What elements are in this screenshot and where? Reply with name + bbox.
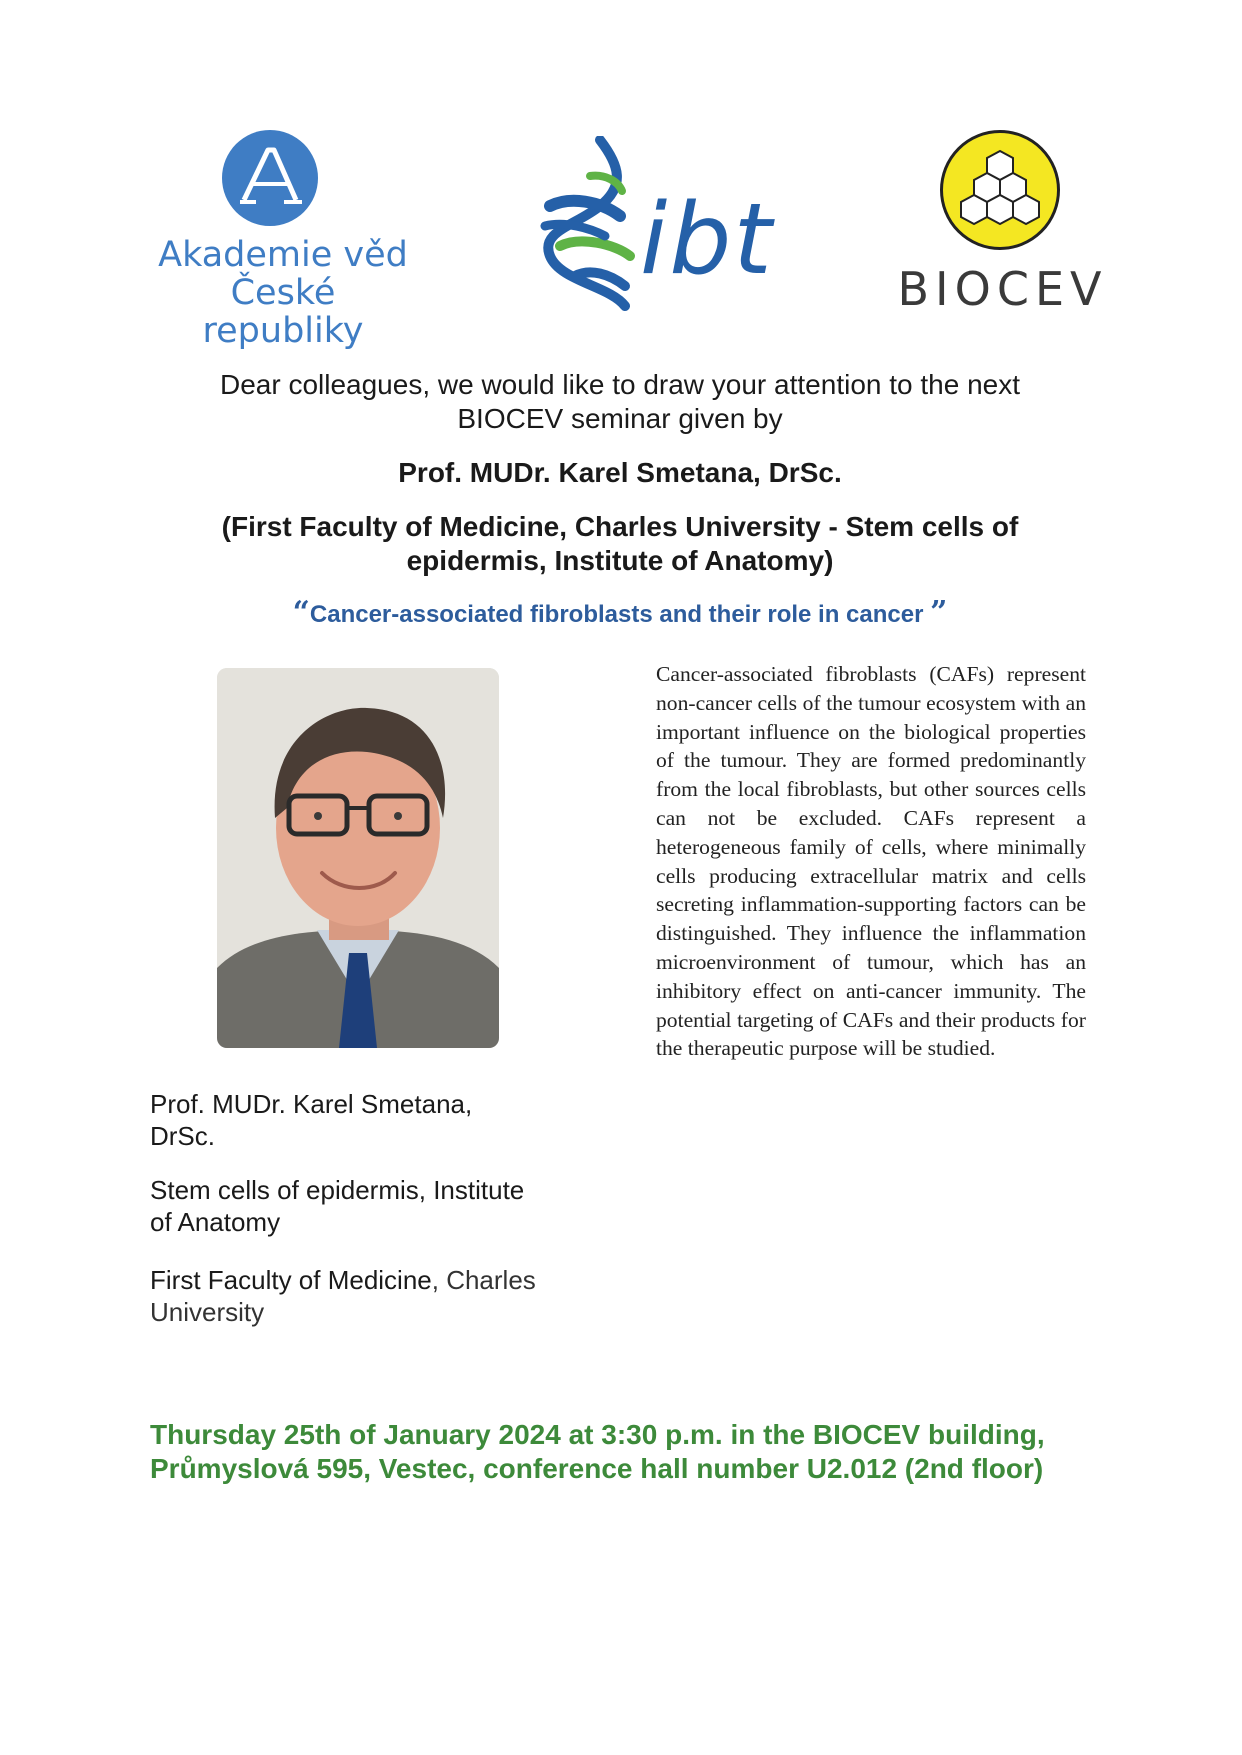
event-details [150,1418,1150,1486]
intro-line1: Dear colleagues, we would like to draw your attention to the next [219,369,1020,400]
abstract-text: Cancer-associated fibroblasts (CAFs) represent non-cancer cells of the tumour ecosystem with an important influence on the biological properties of the tumour. They are formed predominantly from the local fibroblasts, but other sources cells can not be excluded. CAFs represent a heterogeneous family of cells, where minimally cells producing extracellular matrix and cells secreting inflammation-supporting factors can be distinguished. They influence the inflammation microenvironment of tumour, which has an inhibitory effect on anti-cancer immunity. The potential targeting of CAFs and their products for the therapeutic purpose will be studied. [656,662,1086,1061]
academy-a-icon [222,130,318,226]
academy-of-sciences-logo [148,128,418,351]
caption-dept-line1: Stem cells of epidermis, Institute [150,1175,525,1205]
photo-caption-department [150,1174,600,1238]
caption-name-line2: DrSc. [150,1121,215,1151]
speaker-photo [217,668,499,1048]
talk-title-text: Cancer-associated fibroblasts and their role in cancer [309,601,931,628]
caption-faculty: First Faculty of Medicine [150,1265,432,1295]
caption-dept-line2: of Anatomy [150,1207,281,1237]
open-quote: “ [292,595,310,630]
affiliation-line2: epidermis, Institute of Anatomy) [406,545,834,576]
photo-caption-faculty [150,1264,600,1328]
biocev-logo-text: BIOCEV [897,262,1108,316]
close-quote: ” [930,595,948,630]
ibt-logo-text: ibt [640,183,774,297]
biocev-hexagon-icon [940,130,1060,250]
intro-text [120,368,1120,436]
caption-university-part2: University [150,1297,265,1327]
intro-line2: BIOCEV seminar given by [457,403,783,434]
ibt-logo [530,136,775,311]
academy-logo-line1: Akademie věd [158,235,408,275]
event-line2: Průmyslová 595, Vestec, conference hall number U2.012 (2nd floor) [150,1453,1044,1484]
talk-title [160,595,1080,630]
caption-university-part1: , Charles [431,1265,536,1295]
photo-caption-name [150,1088,600,1152]
academy-logo-line2: České republiky [202,273,364,351]
event-line1: Thursday 25th of January 2024 at 3:30 p.m. in the BIOCEV building, [150,1419,1045,1450]
speaker-affiliation [170,510,1070,578]
caption-name-line1: Prof. MUDr. Karel Smetana, [150,1089,473,1119]
speaker-name-heading: Prof. MUDr. Karel Smetana, DrSc. [398,457,842,488]
biocev-logo [890,130,1130,315]
affiliation-line1: (First Faculty of Medicine, Charles University - Stem cells of [221,511,1019,542]
